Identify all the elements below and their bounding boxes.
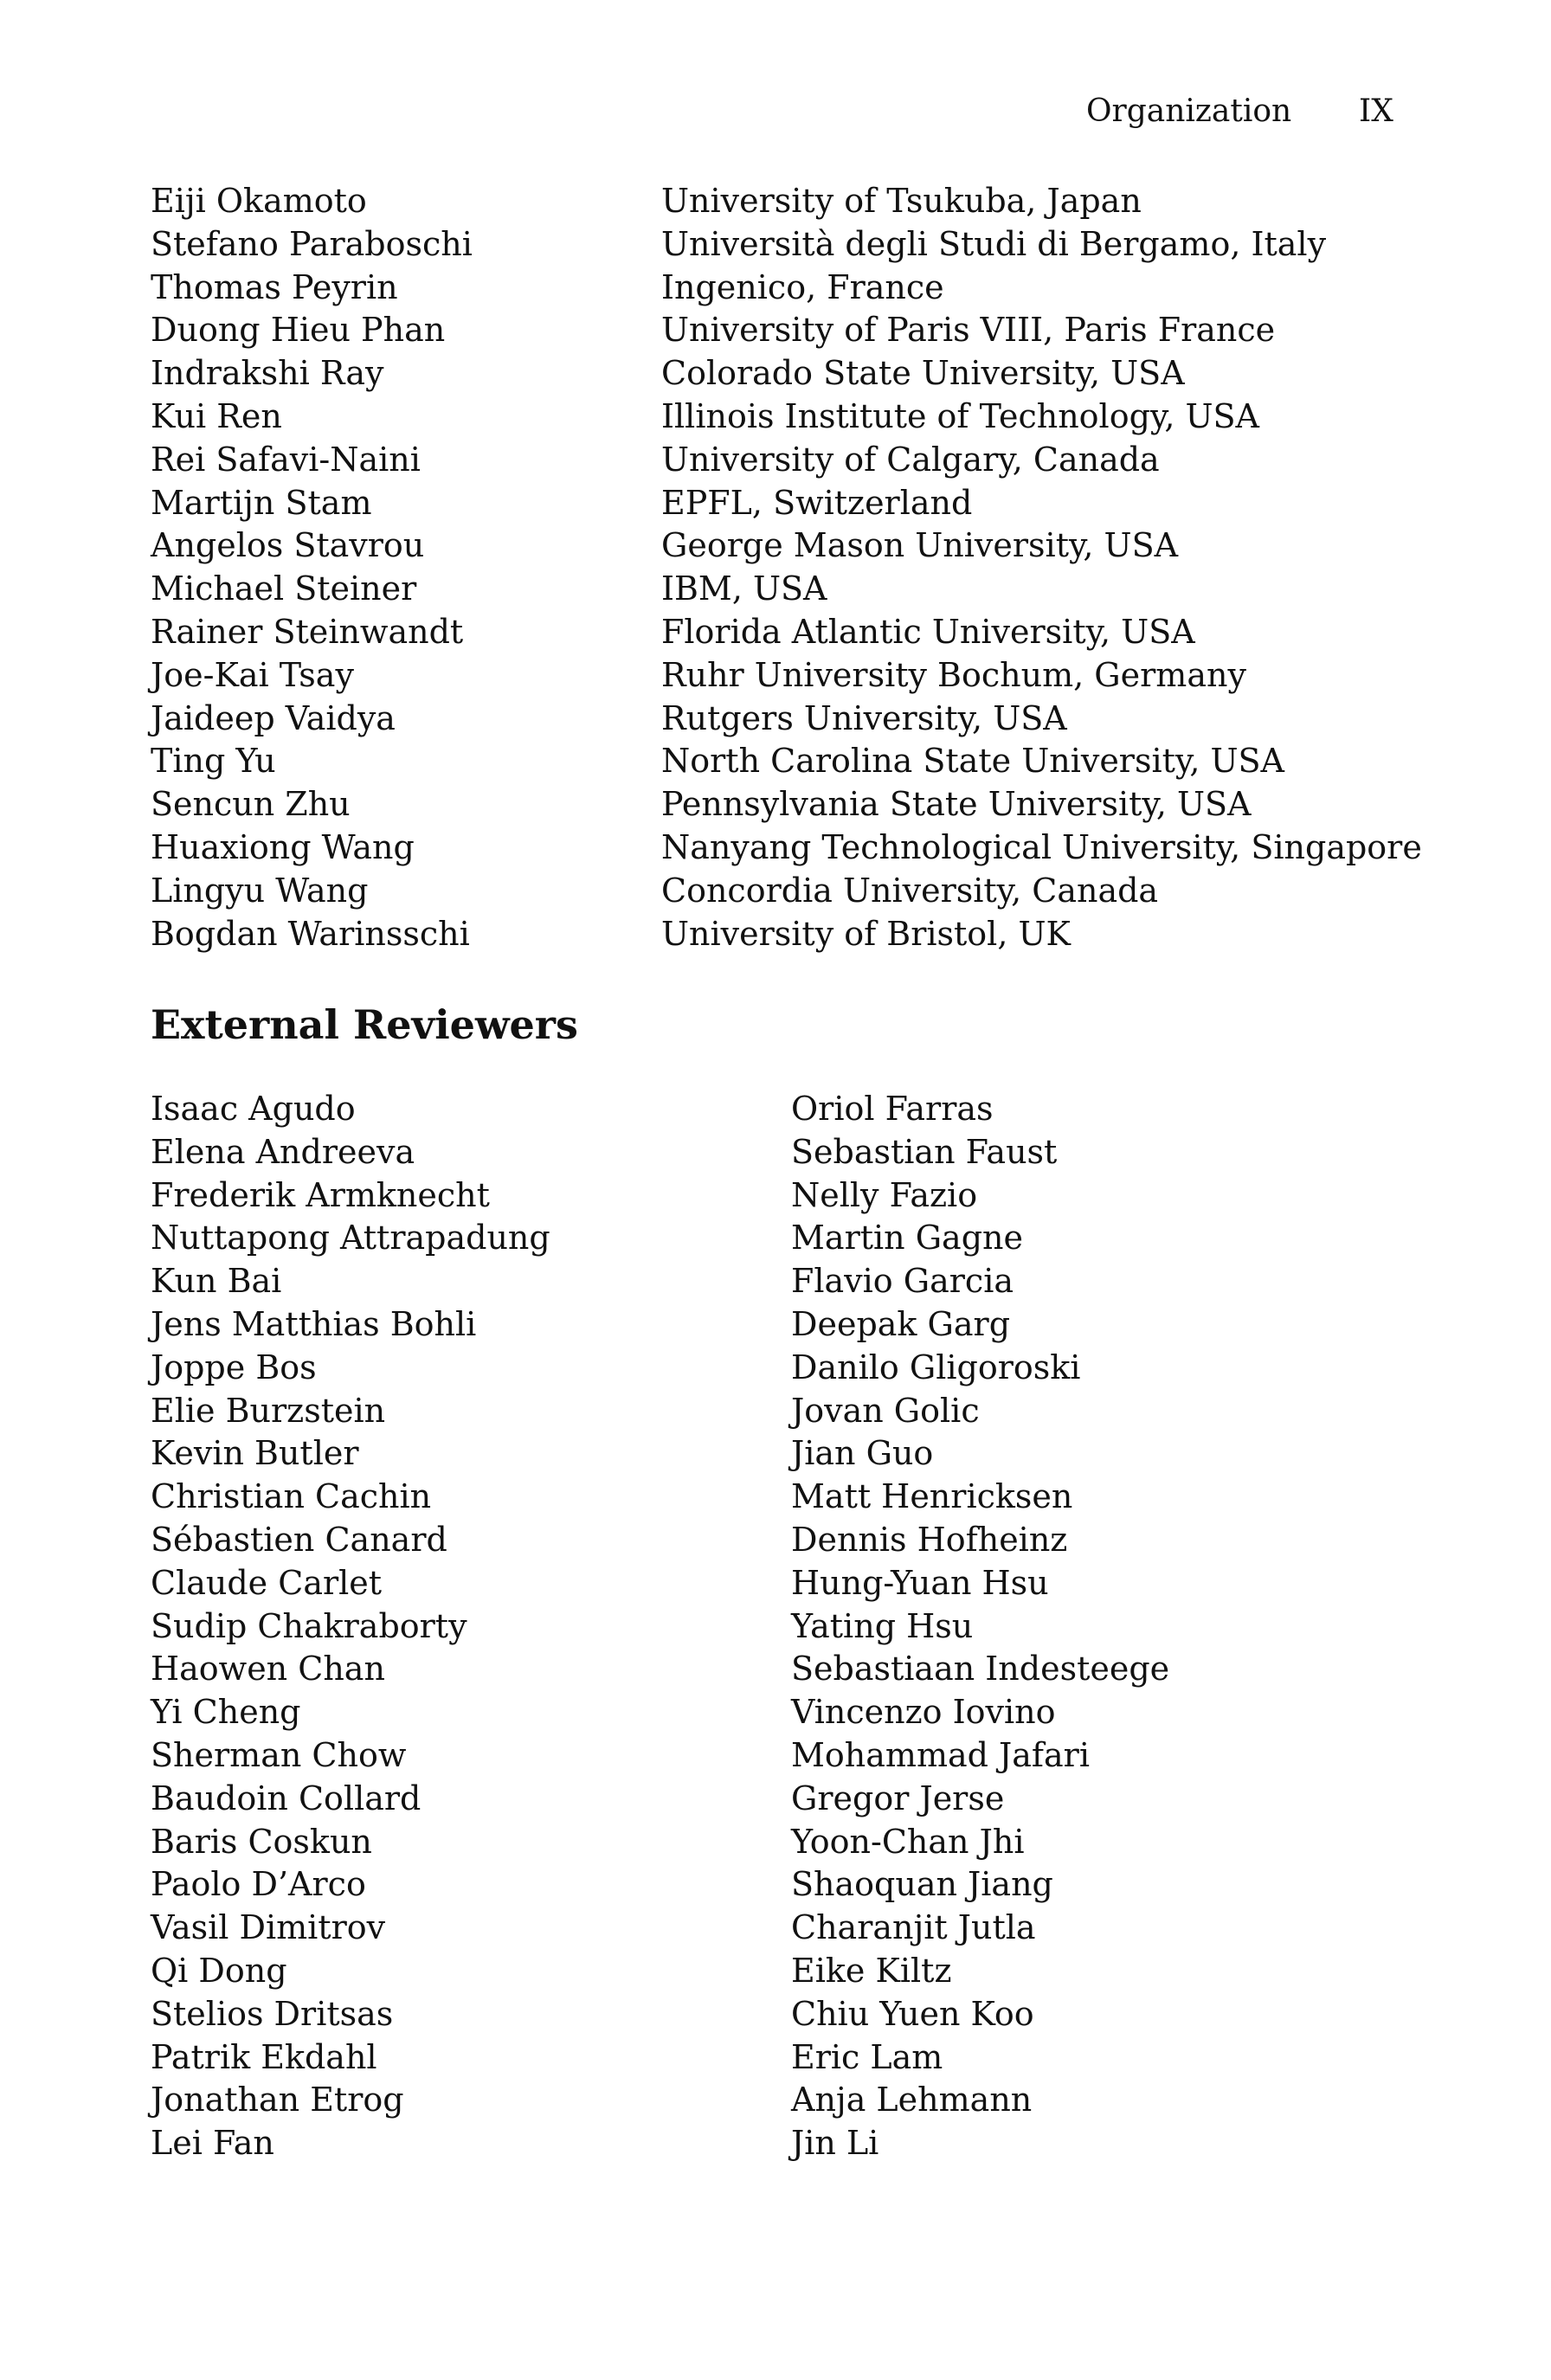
committee-row <box>151 352 1397 396</box>
reviewer-name: Anja Lehmann <box>791 2081 1033 2119</box>
reviewer-name: Paolo D’Arco <box>151 1865 366 1904</box>
member-affiliation: Colorado State University, USA <box>661 354 1185 393</box>
committee-row <box>151 568 1397 611</box>
reviewer-name: Claude Carlet <box>151 1563 383 1602</box>
reviewer-name: Charanjit Jutla <box>791 1908 1036 1947</box>
reviewer-name: Sebastian Faust <box>791 1132 1058 1171</box>
member-affiliation: University of Bristol, UK <box>661 914 1071 953</box>
reviewers-right-column <box>791 1088 1169 2165</box>
reviewer-name: Jovan Golic <box>791 1391 980 1430</box>
member-affiliation: Ruhr University Bochum, Germany <box>661 655 1246 694</box>
reviewer-name: Lei Fan <box>151 2124 274 2163</box>
reviewer-name: Nuttapong Attrapadung <box>151 1219 550 1258</box>
reviewer-name: Yoon-Chan Jhi <box>791 1822 1025 1861</box>
reviewer-name: Mohammad Jafari <box>791 1735 1090 1774</box>
reviewer-name: Christian Cachin <box>151 1477 432 1516</box>
member-affiliation: Concordia University, Canada <box>661 871 1159 910</box>
reviewer-name: Stelios Dritsas <box>151 1994 394 2033</box>
reviewers-left-column <box>151 1088 550 2165</box>
reviewer-name: Baris Coskun <box>151 1822 372 1861</box>
member-name: Joe-Kai Tsay <box>151 655 354 694</box>
reviewer-name: Eike Kiltz <box>791 1951 952 1990</box>
member-name: Bogdan Warinsschi <box>151 914 470 953</box>
reviewer-name: Nelly Fazio <box>791 1175 978 1214</box>
committee-row <box>151 740 1397 783</box>
member-name: Stefano Paraboschi <box>151 224 473 263</box>
reviewer-name: Sherman Chow <box>151 1735 407 1774</box>
reviewer-name: Vincenzo Iovino <box>791 1693 1056 1732</box>
member-name: Angelos Stavrou <box>151 526 425 565</box>
reviewer-name: Kevin Butler <box>151 1434 359 1473</box>
member-name: Michael Steiner <box>151 569 417 608</box>
reviewer-name: Patrik Ekdahl <box>151 2037 377 2076</box>
reviewer-name: Martin Gagne <box>791 1219 1024 1258</box>
reviewer-name: Hung-Yuan Hsu <box>791 1563 1049 1602</box>
reviewer-name: Deepak Garg <box>791 1304 1011 1343</box>
committee-row <box>151 524 1397 568</box>
committee-row <box>151 396 1397 439</box>
member-name: Thomas Peyrin <box>151 267 398 306</box>
committee-row <box>151 870 1397 913</box>
reviewer-name: Dennis Hofheinz <box>791 1520 1068 1559</box>
committee-row <box>151 309 1397 352</box>
committee-row <box>151 223 1397 267</box>
member-name: Rei Safavi-Naini <box>151 440 421 479</box>
reviewer-name: Vasil Dimitrov <box>151 1908 386 1947</box>
reviewer-name: Flavio Garcia <box>791 1262 1014 1301</box>
committee-row <box>151 267 1397 310</box>
member-affiliation: Ingenico, France <box>661 267 944 306</box>
committee-row <box>151 611 1397 654</box>
committee-row <box>151 439 1397 482</box>
member-name: Sencun Zhu <box>151 785 351 824</box>
member-name: Jaideep Vaidya <box>151 698 396 737</box>
member-name: Eiji Okamoto <box>151 182 367 220</box>
reviewer-name: Shaoquan Jiang <box>791 1865 1053 1904</box>
reviewer-name: Danilo Gligoroski <box>791 1348 1081 1386</box>
page-number: IX <box>1359 93 1393 129</box>
member-affiliation: IBM, USA <box>661 569 827 608</box>
committee-row <box>151 482 1397 525</box>
reviewer-name: Matt Henricksen <box>791 1477 1073 1516</box>
member-name: Kui Ren <box>151 396 282 435</box>
member-name: Rainer Steinwandt <box>151 612 464 651</box>
running-head-section: Organization <box>1086 93 1292 129</box>
member-name: Indrakshi Ray <box>151 354 384 393</box>
reviewer-name: Qi Dong <box>151 1951 287 1990</box>
reviewer-name: Kun Bai <box>151 1262 282 1301</box>
member-affiliation: Nanyang Technological University, Singapore <box>661 827 1422 866</box>
reviewer-name: Sébastien Canard <box>151 1520 447 1559</box>
reviewer-name: Gregor Jerse <box>791 1779 1005 1817</box>
committee-row <box>151 827 1422 870</box>
running-head <box>0 93 1551 137</box>
reviewer-name: Jian Guo <box>791 1434 934 1473</box>
member-affiliation: Rutgers University, USA <box>661 698 1067 737</box>
committee-row <box>151 180 1397 223</box>
reviewer-name: Elie Burzstein <box>151 1391 386 1430</box>
reviewer-name: Sudip Chakraborty <box>151 1606 467 1645</box>
reviewer-name: Haowen Chan <box>151 1650 385 1689</box>
reviewer-name: Eric Lam <box>791 2037 943 2076</box>
reviewer-name: Joppe Bos <box>151 1348 317 1386</box>
reviewer-name: Jonathan Etrog <box>151 2081 404 2119</box>
reviewer-name: Yating Hsu <box>791 1606 974 1645</box>
member-name: Ting Yu <box>151 742 276 781</box>
reviewer-name: Jin Li <box>791 2124 879 2163</box>
program-committee-list <box>151 180 1422 955</box>
member-name: Lingyu Wang <box>151 871 369 910</box>
committee-row <box>151 654 1397 698</box>
member-affiliation: University of Tsukuba, Japan <box>661 182 1142 220</box>
member-name: Martijn Stam <box>151 483 372 522</box>
reviewer-name: Sebastiaan Indesteege <box>791 1650 1170 1689</box>
reviewer-name: Frederik Armknecht <box>151 1175 490 1214</box>
member-name: Huaxiong Wang <box>151 827 415 866</box>
reviewer-name: Yi Cheng <box>151 1693 301 1732</box>
member-affiliation: Università degli Studi di Bergamo, Italy <box>661 224 1327 263</box>
member-affiliation: EPFL, Switzerland <box>661 483 973 522</box>
member-name: Duong Hieu Phan <box>151 311 446 350</box>
member-affiliation: Florida Atlantic University, USA <box>661 612 1195 651</box>
reviewer-name: Oriol Farras <box>791 1090 994 1128</box>
committee-row <box>151 783 1397 827</box>
member-affiliation: George Mason University, USA <box>661 526 1179 565</box>
committee-row <box>151 913 1397 956</box>
member-affiliation: North Carolina State University, USA <box>661 742 1284 781</box>
reviewer-name: Baudoin Collard <box>151 1779 422 1817</box>
reviewer-name: Chiu Yuen Koo <box>791 1994 1034 2033</box>
member-affiliation: University of Calgary, Canada <box>661 440 1160 479</box>
member-affiliation: University of Paris VIII, Paris France <box>661 311 1276 350</box>
external-reviewers-heading: External Reviewers <box>151 1001 578 1048</box>
committee-row <box>151 698 1397 741</box>
member-affiliation: Illinois Institute of Technology, USA <box>661 396 1259 435</box>
reviewer-name: Jens Matthias Bohli <box>151 1304 477 1343</box>
reviewer-name: Isaac Agudo <box>151 1090 356 1128</box>
member-affiliation: Pennsylvania State University, USA <box>661 785 1252 824</box>
reviewer-name: Elena Andreeva <box>151 1132 415 1171</box>
